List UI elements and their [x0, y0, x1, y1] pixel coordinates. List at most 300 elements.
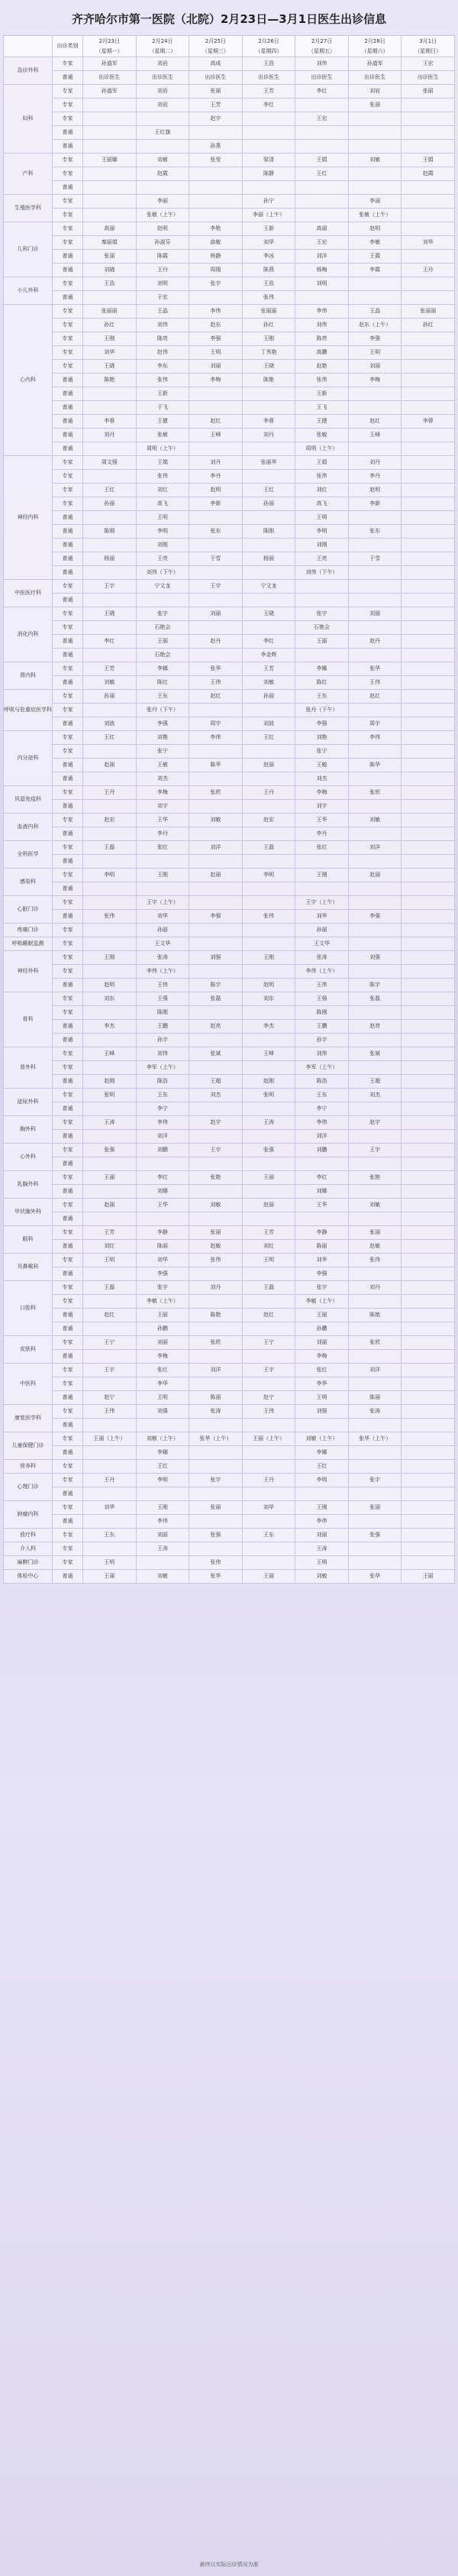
doctor-cell: 刘丽: [189, 360, 243, 374]
doctor-cell: 刘岩: [136, 85, 189, 99]
doctor-cell: 赵霞: [136, 167, 189, 181]
doctor-cell: [83, 1295, 137, 1309]
doctor-cell: 刘宇: [295, 800, 349, 814]
doctor-cell: 张涛: [189, 1405, 243, 1419]
doctor-cell: 陈燕: [242, 264, 295, 277]
doctor-cell: 刘敏: [348, 814, 402, 827]
table-row: [4, 442, 455, 456]
doctor-cell: 王刚: [136, 869, 189, 882]
doctor-cell: [242, 1212, 295, 1226]
doctor-cell: 出诊医生: [348, 71, 402, 85]
doctor-cell: 王丽: [295, 635, 349, 649]
doctor-cell: 刘洋: [189, 1364, 243, 1377]
doctor-cell: 王霞: [348, 250, 402, 264]
visit-type-cell: 专家: [53, 154, 83, 167]
doctor-cell: 孙丽: [136, 924, 189, 937]
visit-type-cell: 普通: [53, 566, 83, 580]
doctor-cell: 刘敏: [83, 676, 137, 690]
doctor-cell: [402, 1157, 455, 1171]
doctor-cell: 王新: [136, 387, 189, 401]
doctor-cell: 张宇: [136, 607, 189, 621]
table-row: [4, 539, 455, 552]
table-row: [4, 1377, 455, 1391]
doctor-cell: 赵宇: [189, 112, 243, 126]
doctor-cell: 孙丽: [83, 497, 137, 511]
doctor-cell: 张艳: [348, 1171, 402, 1185]
doctor-cell: [402, 635, 455, 649]
visit-type-cell: 普通: [53, 539, 83, 552]
doctor-cell: [136, 1157, 189, 1171]
visit-type-cell: 普通: [53, 635, 83, 649]
doctor-cell: 王敏: [295, 759, 349, 772]
doctor-cell: 周明（上午）: [295, 442, 349, 456]
table-row: [4, 1240, 455, 1254]
doctor-cell: [402, 1336, 455, 1350]
doctor-cell: [348, 827, 402, 841]
doctor-cell: [83, 181, 137, 195]
doctor-cell: 陈艳: [348, 1309, 402, 1322]
doctor-cell: 李东: [136, 360, 189, 374]
doctor-cell: 王伟: [189, 676, 243, 690]
visit-type-cell: 普通: [53, 1419, 83, 1432]
dept-name-cell: 急诊外科: [4, 57, 53, 85]
doctor-cell: 张华: [189, 662, 243, 676]
doctor-cell: 王明: [136, 1391, 189, 1405]
table-row: [4, 346, 455, 360]
doctor-cell: 陈静: [242, 167, 295, 181]
header-date: 2月23日: [98, 37, 120, 44]
doctor-cell: 赵红: [189, 690, 243, 704]
doctor-cell: 李明: [136, 525, 189, 539]
doctor-cell: 高飞: [136, 497, 189, 511]
doctor-cell: [348, 1185, 402, 1199]
doctor-cell: 王健: [136, 415, 189, 429]
doctor-cell: [242, 1419, 295, 1432]
doctor-cell: 王宇（上午）: [136, 896, 189, 910]
doctor-cell: 刘丽: [189, 607, 243, 621]
doctor-cell: [295, 882, 349, 896]
doctor-cell: 刘娜: [295, 1185, 349, 1199]
table-row: [4, 731, 455, 745]
visit-type-cell: 专家: [53, 621, 83, 635]
doctor-cell: 王文华: [295, 937, 349, 951]
table-row: [4, 1102, 455, 1116]
doctor-cell: [402, 1405, 455, 1419]
doctor-cell: [242, 1556, 295, 1570]
doctor-cell: 王明: [295, 511, 349, 525]
doctor-cell: 王宏: [402, 57, 455, 71]
doctor-cell: [402, 1212, 455, 1226]
doctor-cell: [402, 1460, 455, 1474]
doctor-cell: 刘华: [242, 1501, 295, 1515]
doctor-cell: 王芳: [242, 662, 295, 676]
doctor-cell: 王飞: [295, 401, 349, 415]
header-weekday: （星期四）: [255, 47, 282, 54]
doctor-cell: [402, 346, 455, 360]
doctor-cell: [402, 1089, 455, 1102]
doctor-cell: [83, 1460, 137, 1474]
doctor-cell: 杨丽: [242, 552, 295, 566]
doctor-cell: 赵丽: [189, 869, 243, 882]
doctor-cell: 刘晓: [83, 264, 137, 277]
dept-name-cell: 普外科: [4, 1047, 53, 1089]
visit-type-cell: 专家: [53, 1377, 83, 1391]
doctor-cell: 李蓉: [83, 415, 137, 429]
doctor-cell: [348, 1212, 402, 1226]
doctor-cell: 刘丽: [136, 1336, 189, 1350]
doctor-cell: 李梅: [189, 374, 243, 387]
doctor-cell: 刘杰: [189, 1089, 243, 1102]
doctor-cell: 刘华: [242, 236, 295, 250]
table-row: [4, 1529, 455, 1542]
doctor-cell: [83, 195, 137, 209]
doctor-cell: 王芳: [83, 662, 137, 676]
doctor-cell: 张丽丽: [242, 305, 295, 319]
doctor-cell: [83, 1157, 137, 1171]
visit-type-cell: 专家: [53, 1295, 83, 1309]
footer-note: 最终以实际出诊情况为准: [199, 2561, 259, 2568]
doctor-cell: [83, 827, 137, 841]
doctor-cell: [348, 1061, 402, 1075]
doctor-cell: 刘岩: [136, 57, 189, 71]
doctor-cell: [348, 401, 402, 415]
doctor-cell: 王娟: [402, 154, 455, 167]
doctor-cell: [83, 745, 137, 759]
dept-name-cell: 甲状腺外科: [4, 1199, 53, 1226]
doctor-cell: 刘强: [189, 951, 243, 965]
header-dept-cell: [4, 36, 53, 57]
doctor-cell: [83, 1212, 137, 1226]
doctor-cell: 王新: [242, 222, 295, 236]
doctor-cell: [348, 704, 402, 717]
doctor-cell: 王丽（上午）: [83, 1432, 137, 1446]
doctor-cell: [242, 937, 295, 951]
doctor-cell: 刘华: [136, 910, 189, 924]
doctor-cell: [402, 1102, 455, 1116]
dept-name-cell: 中医科: [4, 1364, 53, 1405]
visit-type-cell: 专家: [53, 1336, 83, 1350]
visit-type-cell: 专家: [53, 1501, 83, 1515]
table-row: [4, 1130, 455, 1144]
doctor-cell: [83, 167, 137, 181]
doctor-cell: 张丽: [402, 85, 455, 99]
table-row: [4, 332, 455, 346]
dept-name-cell: 风湿免疫科: [4, 786, 53, 814]
doctor-cell: [242, 855, 295, 869]
doctor-cell: 李丽: [348, 195, 402, 209]
doctor-cell: 高飞: [295, 497, 349, 511]
visit-type-cell: 专家: [53, 360, 83, 374]
doctor-cell: [402, 800, 455, 814]
doctor-cell: 刘华: [402, 236, 455, 250]
doctor-cell: 赵丽: [83, 759, 137, 772]
table-row: [4, 1570, 455, 1584]
doctor-cell: [348, 126, 402, 140]
doctor-cell: [189, 195, 243, 209]
doctor-cell: [348, 965, 402, 979]
doctor-cell: 李艳: [189, 222, 243, 236]
doctor-cell: 赵红: [242, 1309, 295, 1322]
doctor-cell: [189, 181, 243, 195]
doctor-cell: [402, 649, 455, 662]
doctor-cell: [83, 291, 137, 305]
table-row: [4, 552, 455, 566]
doctor-cell: 王宇: [189, 580, 243, 594]
doctor-cell: [402, 676, 455, 690]
doctor-cell: [348, 1267, 402, 1281]
doctor-cell: [136, 1487, 189, 1501]
dept-name-cell: 儿童保健门诊: [4, 1432, 53, 1460]
doctor-cell: 刘敏（上午）: [136, 1432, 189, 1446]
doctor-cell: 王宇: [242, 1364, 295, 1377]
doctor-cell: 张伟: [295, 470, 349, 484]
doctor-cell: 王丽: [136, 1309, 189, 1322]
doctor-cell: 赵明: [242, 979, 295, 992]
doctor-cell: 王娟: [295, 154, 349, 167]
table-row: [4, 580, 455, 594]
visit-type-cell: 专家: [53, 1006, 83, 1020]
doctor-cell: 刘杰: [348, 1089, 402, 1102]
doctor-cell: 刘红: [83, 1240, 137, 1254]
doctor-cell: 周宇: [348, 717, 402, 731]
doctor-cell: 王丽: [402, 1570, 455, 1584]
doctor-cell: 陈刚: [136, 1006, 189, 1020]
doctor-cell: [242, 1377, 295, 1391]
header-date: 2月24日: [152, 37, 173, 44]
table-row: [4, 1322, 455, 1336]
doctor-cell: 陈艳: [83, 374, 137, 387]
doctor-cell: [83, 1006, 137, 1020]
visit-type-cell: 专家: [53, 332, 83, 346]
doctor-cell: [83, 1102, 137, 1116]
doctor-cell: [136, 1556, 189, 1570]
doctor-cell: 刘丹: [242, 429, 295, 442]
dept-name-cell: 神经外科: [4, 951, 53, 992]
visit-type-cell: 普通: [53, 717, 83, 731]
doctor-cell: 刘伟: [295, 57, 349, 71]
table-row: [4, 896, 455, 910]
doctor-cell: 张敏（上午）: [348, 209, 402, 222]
doctor-cell: 张东: [189, 525, 243, 539]
dept-name-cell: 乳腺外科: [4, 1171, 53, 1199]
table-row: [4, 1309, 455, 1322]
visit-type-cell: 专家: [53, 236, 83, 250]
doctor-cell: 赵敏: [189, 1240, 243, 1254]
visit-type-cell: 专家: [53, 1556, 83, 1570]
doctor-cell: 王敏: [136, 759, 189, 772]
doctor-cell: 李丹: [295, 827, 349, 841]
doctor-cell: [402, 1350, 455, 1364]
doctor-cell: [348, 112, 402, 126]
doctor-cell: [83, 387, 137, 401]
doctor-cell: 孙道军: [348, 57, 402, 71]
doctor-cell: [348, 1006, 402, 1020]
doctor-cell: 陈刚: [295, 1006, 349, 1020]
doctor-cell: [402, 745, 455, 759]
doctor-cell: 刘伟: [136, 1047, 189, 1061]
doctor-cell: 刘刚: [295, 539, 349, 552]
doctor-cell: 张伟: [242, 291, 295, 305]
doctor-cell: [136, 855, 189, 869]
doctor-cell: 李新: [189, 497, 243, 511]
doctor-cell: 李丽（上午）: [242, 209, 295, 222]
dept-name-cell: 肾内科: [4, 662, 53, 690]
doctor-cell: 李红: [242, 635, 295, 649]
doctor-cell: [402, 1254, 455, 1267]
doctor-cell: [83, 470, 137, 484]
table-row: [4, 319, 455, 332]
visit-type-cell: 专家: [53, 704, 83, 717]
doctor-cell: 王宏: [295, 112, 349, 126]
doctor-cell: 王芳: [242, 85, 295, 99]
visit-type-cell: 专家: [53, 470, 83, 484]
doctor-cell: 刘宇: [136, 800, 189, 814]
doctor-cell: [242, 896, 295, 910]
visit-type-cell: 专家: [53, 209, 83, 222]
table-row: [4, 1281, 455, 1295]
doctor-cell: 王娟: [295, 456, 349, 470]
doctor-cell: 王涛: [295, 1542, 349, 1556]
table-row: [4, 704, 455, 717]
doctor-cell: 李强: [136, 717, 189, 731]
table-row: [4, 827, 455, 841]
doctor-cell: 张宁: [136, 745, 189, 759]
doctor-cell: 李红: [83, 635, 137, 649]
doctor-cell: [402, 1391, 455, 1405]
doctor-cell: [402, 841, 455, 855]
doctor-cell: [83, 1034, 137, 1047]
doctor-cell: [295, 1487, 349, 1501]
doctor-cell: [189, 882, 243, 896]
doctor-cell: 张红: [295, 841, 349, 855]
doctor-cell: [402, 291, 455, 305]
doctor-cell: 王峰: [348, 429, 402, 442]
doctor-cell: [83, 621, 137, 635]
doctor-cell: [83, 772, 137, 786]
doctor-cell: 李明: [136, 1474, 189, 1487]
doctor-cell: [295, 140, 349, 154]
doctor-cell: 王亮: [295, 552, 349, 566]
table-row: [4, 291, 455, 305]
doctor-cell: 杨静: [189, 250, 243, 264]
visit-type-cell: 普通: [53, 1350, 83, 1364]
doctor-cell: 李丹: [348, 470, 402, 484]
doctor-cell: 赵丹: [189, 635, 243, 649]
table-row: [4, 1487, 455, 1501]
doctor-cell: 李蓉: [402, 415, 455, 429]
doctor-cell: [402, 869, 455, 882]
header-date: 2月26日: [258, 37, 279, 44]
visit-type-cell: 普通: [53, 772, 83, 786]
doctor-cell: 出诊医生: [402, 71, 455, 85]
doctor-cell: 王宇: [83, 580, 137, 594]
doctor-cell: 李梅: [136, 1350, 189, 1364]
doctor-cell: [83, 1350, 137, 1364]
doctor-cell: 王刚: [136, 1501, 189, 1515]
doctor-cell: [189, 621, 243, 635]
table-row: [4, 1006, 455, 1020]
doctor-cell: 陈华: [189, 759, 243, 772]
table-row: [4, 264, 455, 277]
doctor-cell: 刘敏: [189, 1199, 243, 1212]
doctor-cell: [189, 1419, 243, 1432]
doctor-cell: 李明: [295, 1474, 349, 1487]
doctor-cell: [402, 552, 455, 566]
doctor-cell: 刘刚: [136, 539, 189, 552]
doctor-cell: 王芳: [242, 1226, 295, 1240]
doctor-cell: [402, 580, 455, 594]
visit-type-cell: 普通: [53, 1102, 83, 1116]
doctor-cell: 张强: [242, 1144, 295, 1157]
doctor-cell: [348, 1419, 402, 1432]
doctor-cell: [402, 332, 455, 346]
doctor-cell: 张敏: [136, 429, 189, 442]
visit-type-cell: 专家: [53, 992, 83, 1006]
doctor-cell: [295, 1157, 349, 1171]
doctor-cell: 陈浩: [295, 1075, 349, 1089]
doctor-cell: [189, 1460, 243, 1474]
doctor-cell: 赵宏: [83, 814, 137, 827]
doctor-cell: [189, 126, 243, 140]
table-row: [4, 676, 455, 690]
doctor-cell: [295, 195, 349, 209]
header-weekday: （星期五）: [308, 47, 336, 54]
doctor-cell: 刘洋: [348, 841, 402, 855]
doctor-cell: [242, 470, 295, 484]
table-body: [4, 57, 455, 1584]
visit-type-cell: 专家: [53, 965, 83, 979]
doctor-cell: 李明: [83, 869, 137, 882]
doctor-cell: 李强: [295, 717, 349, 731]
doctor-cell: 杨梅: [295, 264, 349, 277]
doctor-cell: [348, 181, 402, 195]
visit-type-cell: 普通: [53, 181, 83, 195]
visit-type-cell: 普通: [53, 1185, 83, 1199]
doctor-cell: 张丽丽: [402, 305, 455, 319]
dept-name-cell: 小儿外科: [4, 277, 53, 305]
doctor-cell: [83, 401, 137, 415]
visit-type-cell: 普通: [53, 291, 83, 305]
doctor-cell: [295, 649, 349, 662]
doctor-cell: 刘敏: [348, 154, 402, 167]
doctor-cell: 张伟: [295, 374, 349, 387]
doctor-cell: 宁文龙: [136, 580, 189, 594]
doctor-cell: [348, 1157, 402, 1171]
doctor-cell: [402, 222, 455, 236]
visit-type-cell: 普通: [53, 442, 83, 456]
doctor-cell: 李杰: [83, 1020, 137, 1034]
doctor-cell: [83, 1446, 137, 1460]
doctor-cell: [242, 1061, 295, 1075]
doctor-cell: [402, 484, 455, 497]
visit-type-cell: 专家: [53, 690, 83, 704]
doctor-cell: 张华: [348, 662, 402, 676]
doctor-cell: [83, 99, 137, 112]
doctor-cell: [402, 1199, 455, 1212]
doctor-cell: 李娜: [136, 1446, 189, 1460]
doctor-cell: [189, 1157, 243, 1171]
table-row: [4, 1157, 455, 1171]
doctor-cell: 张伟: [189, 1254, 243, 1267]
doctor-cell: [402, 277, 455, 291]
visit-type-cell: 专家: [53, 1281, 83, 1295]
doctor-cell: [189, 1267, 243, 1281]
dept-name-cell: 中医医疗科: [4, 580, 53, 607]
doctor-cell: [402, 1144, 455, 1157]
doctor-cell: 张丽: [83, 250, 137, 264]
doctor-cell: 孙丽: [295, 924, 349, 937]
table-row: [4, 305, 455, 319]
